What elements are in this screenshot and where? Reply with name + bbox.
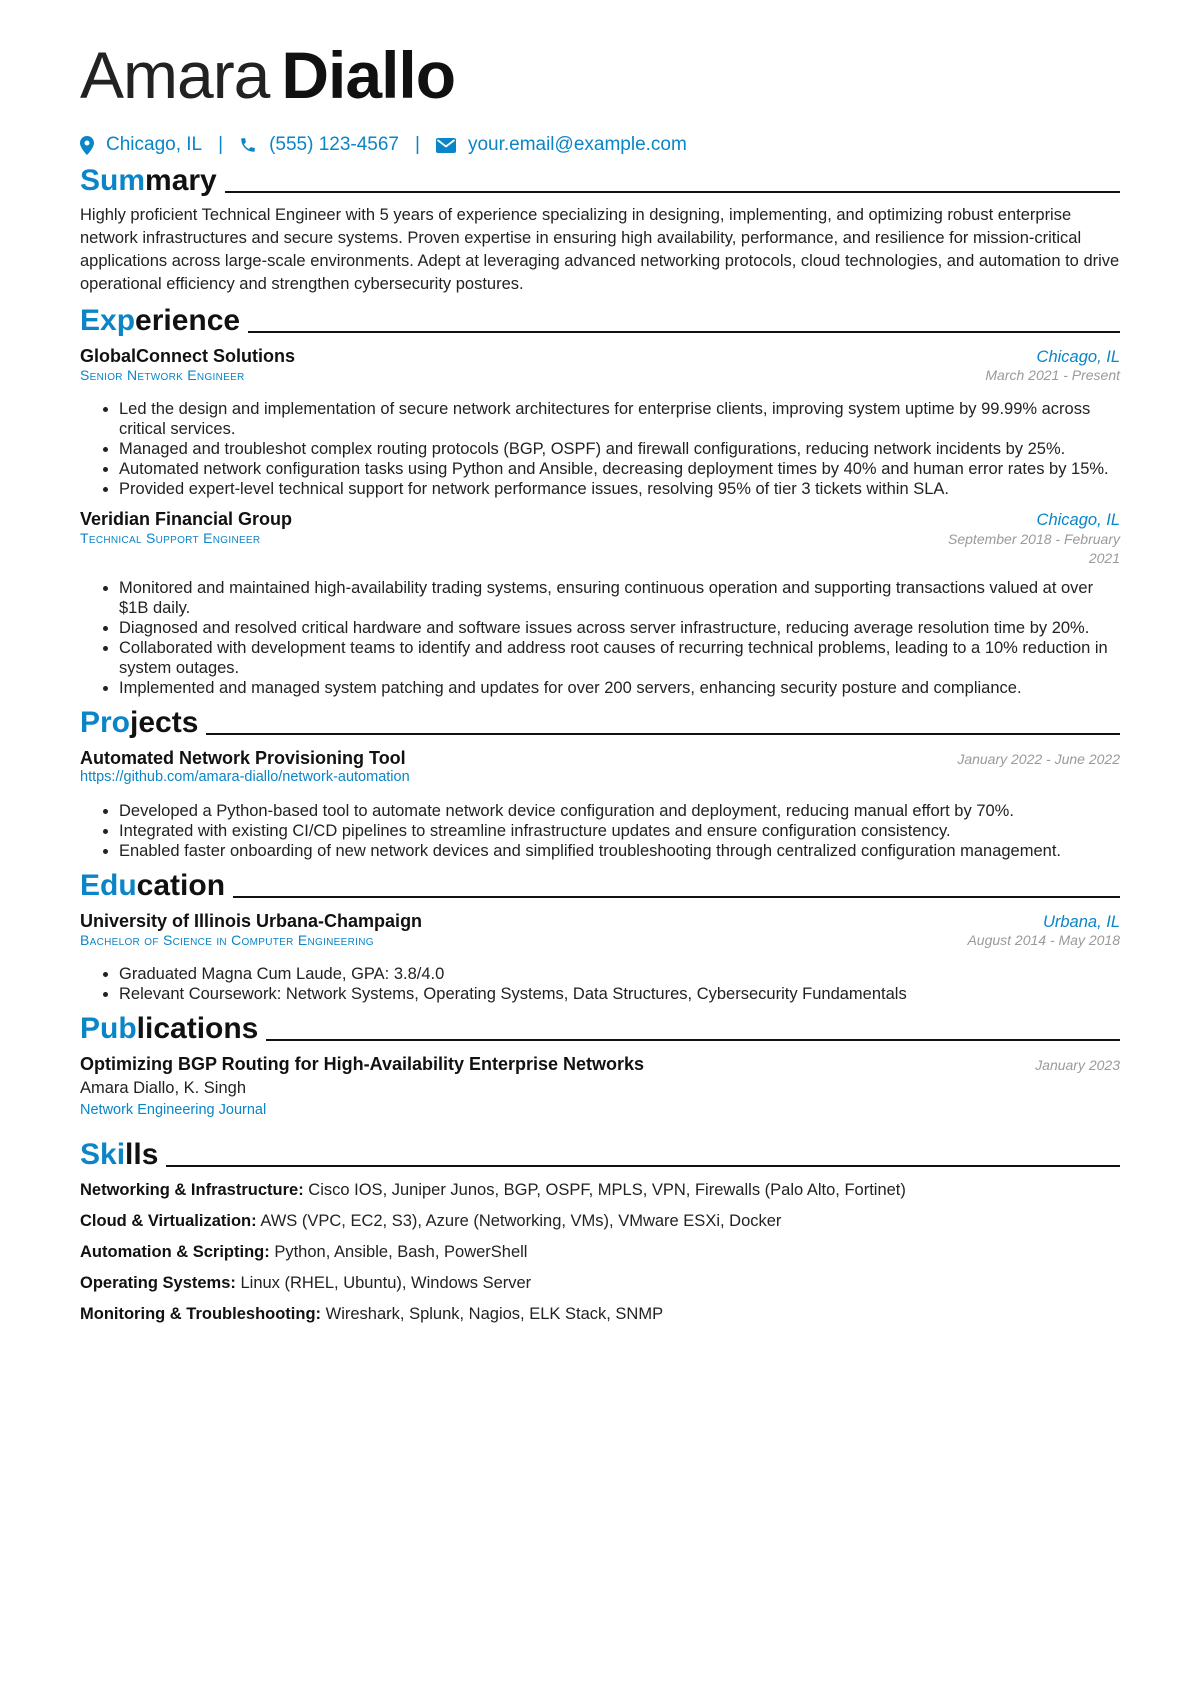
project-bullets bbox=[80, 801, 1120, 861]
list-item: • Provided expert-level technical support for network performance issues, resolving 95% of tier 3 tickets within SLA. bbox=[119, 479, 1120, 499]
company-name: GlobalConnect Solutions bbox=[80, 346, 295, 366]
list-item: • Monitored and maintained high-availability trading systems, ensuring continuous operation and supporting transactions valued at over $1B daily. bbox=[119, 578, 1120, 618]
job-role: Senior Network Engineer bbox=[80, 367, 245, 383]
list-item: • Collaborated with development teams to identify and address root causes of recurring technical problems, leading to a 10% reduction in system outages. bbox=[119, 638, 1120, 678]
contact-bar bbox=[80, 134, 1120, 156]
job-dates: September 2018 - February 2021 bbox=[948, 531, 1120, 566]
section-heading bbox=[80, 871, 1120, 901]
list-item: • Graduated Magna Cum Laude, GPA: 3.8/4.0 bbox=[119, 964, 1120, 984]
skills-title: Skills bbox=[80, 1138, 159, 1171]
phone-text: (555) 123-4567 bbox=[269, 134, 399, 155]
list-item: • Integrated with existing CI/CD pipelines to streamline infrastructure updates and ensure configuration consistency. bbox=[119, 821, 1120, 841]
section-heading bbox=[80, 708, 1120, 738]
list-item: • Implemented and managed system patching and updates for over 200 servers, enhancing security posture and compliance. bbox=[119, 678, 1120, 698]
education-dates: August 2014 - May 2018 bbox=[967, 932, 1120, 948]
email-link: your.email@example.com bbox=[467, 134, 687, 155]
job-dates: March 2021 - Present bbox=[985, 367, 1120, 383]
skills-section bbox=[80, 1140, 1120, 1324]
separator: | bbox=[218, 134, 224, 155]
summary-title: Summary bbox=[80, 164, 217, 197]
publication-title: Optimizing BGP Routing for High-Availability Enterprise Networks bbox=[80, 1054, 645, 1074]
section-rule bbox=[266, 1039, 1120, 1041]
publication-authors: Amara Diallo, K. Singh bbox=[80, 1079, 246, 1097]
first-name: Amara bbox=[80, 38, 270, 112]
publications-title: Publications bbox=[80, 1012, 259, 1045]
list-item: • Led the design and implementation of secure network architectures for enterprise clients, improving system uptime by 99.99% across critical services. bbox=[119, 399, 1120, 439]
publication-date: January 2023 bbox=[1035, 1057, 1120, 1073]
section-heading bbox=[80, 166, 1120, 196]
education-title: Education bbox=[80, 869, 226, 902]
job-role: Technical Support Engineer bbox=[80, 530, 261, 546]
last-name: Diallo bbox=[281, 38, 456, 112]
projects-section bbox=[80, 708, 1120, 861]
experience-title: Experience bbox=[80, 304, 241, 337]
school-location: Urbana, IL bbox=[1042, 913, 1120, 931]
job-bullets bbox=[80, 578, 1120, 698]
school-name: University of Illinois Urbana-Champaign bbox=[80, 911, 423, 931]
publication-entry bbox=[80, 1054, 1120, 1118]
map-pin-icon bbox=[80, 136, 94, 155]
publications-section bbox=[80, 1014, 1120, 1118]
job-location: Chicago, IL bbox=[1036, 511, 1120, 529]
skill-row: Cloud & Virtualization: AWS (VPC, EC2, S3), Azure (Networking, VMs), VMware ESXi, Docker bbox=[80, 1212, 782, 1230]
list-item: • Managed and troubleshot complex routing protocols (BGP, OSPF) and firewall configurations, reducing network incidents by 25%. bbox=[119, 439, 1120, 459]
contact-location bbox=[80, 134, 202, 156]
envelope-icon bbox=[436, 138, 456, 153]
section-rule bbox=[206, 733, 1120, 735]
list-item: • Enabled faster onboarding of new network devices and simplified troubleshooting through centralized configuration management. bbox=[119, 841, 1120, 861]
project-link[interactable]: https://github.com/amara-diallo/network-automation bbox=[80, 769, 410, 785]
projects-title: Projects bbox=[80, 706, 199, 739]
job-entry bbox=[80, 509, 1120, 698]
section-rule bbox=[225, 191, 1120, 193]
experience-section bbox=[80, 306, 1120, 698]
location-text: Chicago, IL bbox=[106, 134, 203, 155]
list-item: • Relevant Coursework: Network Systems, Operating Systems, Data Structures, Cybersecurity Fundamentals bbox=[119, 984, 1120, 1004]
project-name: Automated Network Provisioning Tool bbox=[80, 748, 406, 768]
contact-email[interactable] bbox=[436, 134, 687, 156]
list-item: • Automated network configuration tasks using Python and Ansible, decreasing deployment times by 40% and human error rates by 15%. bbox=[119, 459, 1120, 479]
section-rule bbox=[166, 1165, 1120, 1167]
candidate-name bbox=[80, 38, 1120, 112]
education-section bbox=[80, 871, 1120, 1004]
degree: Bachelor of Science in Computer Engineering bbox=[80, 932, 374, 948]
section-heading bbox=[80, 306, 1120, 336]
skill-row: Monitoring & Troubleshooting: Wireshark, Splunk, Nagios, ELK Stack, SNMP bbox=[80, 1305, 664, 1323]
skill-row: Operating Systems: Linux (RHEL, Ubuntu), Windows Server bbox=[80, 1274, 532, 1292]
skills-list bbox=[80, 1180, 1120, 1324]
job-bullets bbox=[80, 399, 1120, 499]
section-heading bbox=[80, 1014, 1120, 1044]
project-dates: January 2022 - June 2022 bbox=[957, 751, 1120, 767]
project-entry bbox=[80, 748, 1120, 861]
list-item: • Developed a Python-based tool to automate network device configuration and deployment, reducing manual effort by 70%. bbox=[119, 801, 1120, 821]
section-rule bbox=[233, 896, 1120, 898]
company-name: Veridian Financial Group bbox=[80, 509, 293, 529]
education-entry bbox=[80, 911, 1120, 1004]
section-heading bbox=[80, 1140, 1120, 1170]
job-entry bbox=[80, 346, 1120, 499]
summary-text: Highly proficient Technical Engineer with 5 years of experience specializing in designing, implementing, and optimizing robust enterprise network infrastructures and secure systems. Proven expertise in ensuring high availability, performance, and resilience for mission-critical applications across large-scale environments. Adept at leveraging advanced networking protocols, cloud technologies, and automation to drive operational efficiency and strengthen cybersecurity postures. bbox=[80, 206, 1120, 293]
phone-icon bbox=[239, 136, 257, 154]
contact-phone[interactable] bbox=[239, 134, 399, 156]
publication-venue: Network Engineering Journal bbox=[80, 1102, 267, 1118]
summary-section bbox=[80, 166, 1120, 296]
section-rule bbox=[248, 331, 1120, 333]
education-bullets bbox=[80, 964, 1120, 1004]
job-location: Chicago, IL bbox=[1036, 348, 1120, 366]
separator: | bbox=[415, 134, 420, 155]
skill-row: Automation & Scripting: Python, Ansible, Bash, PowerShell bbox=[80, 1243, 528, 1261]
list-item: • Diagnosed and resolved critical hardware and software issues across server infrastructure, reducing average resolution time by 20%. bbox=[119, 618, 1120, 638]
skill-row: Networking & Infrastructure: Cisco IOS, Juniper Junos, BGP, OSPF, MPLS, VPN, Firewalls (Palo Alto, Fortinet) bbox=[80, 1181, 906, 1199]
